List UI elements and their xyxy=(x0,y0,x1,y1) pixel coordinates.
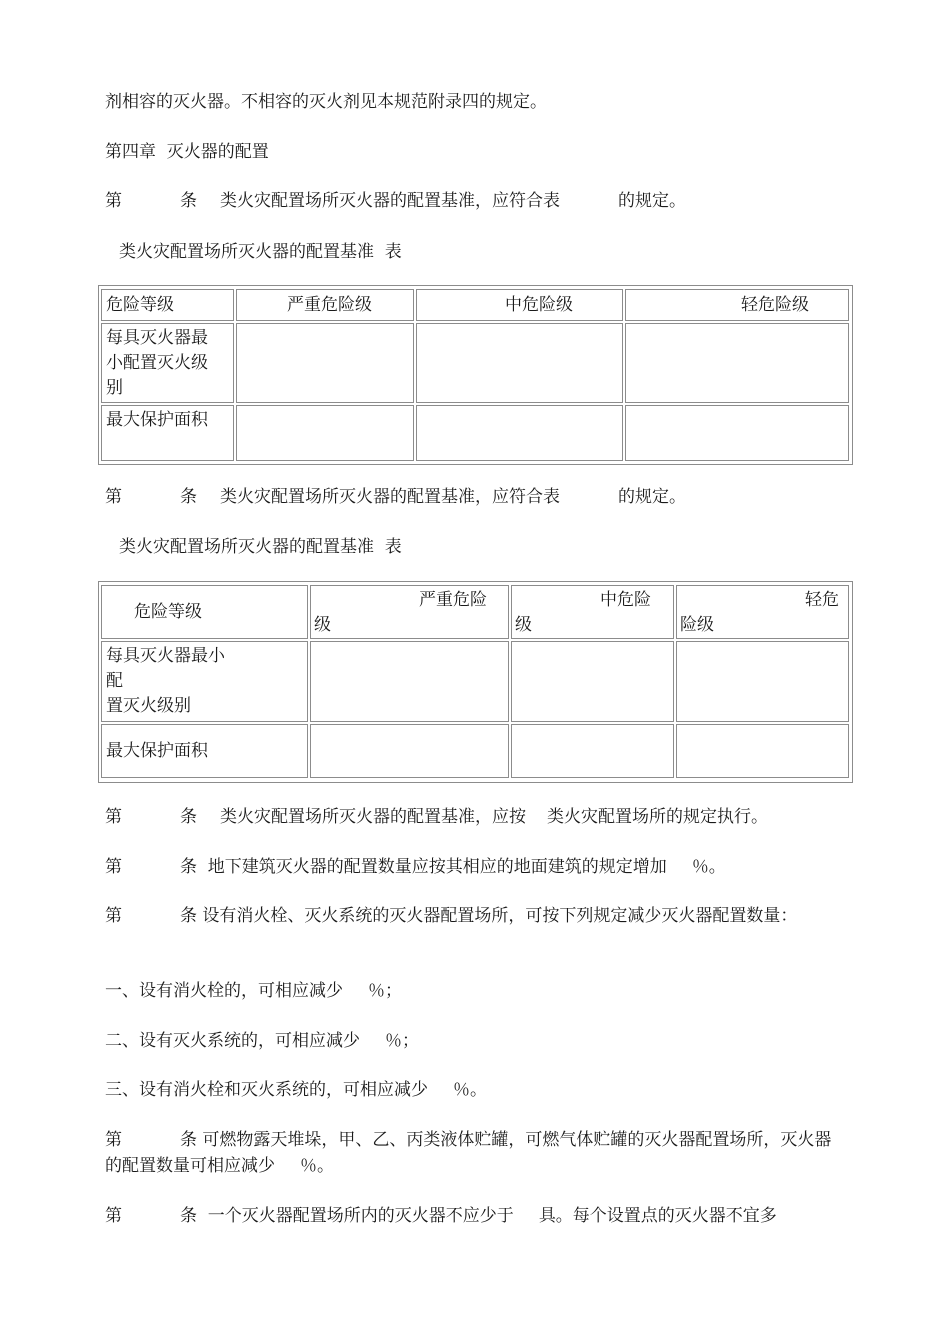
article-7: 第 条 一个灭火器配置场所内的灭火器不应少于 具。每个设置点的灭火器不宜多 xyxy=(105,1206,777,1226)
table-1-cell xyxy=(625,405,849,461)
article-6: 第 条 可燃物露天堆垛，甲、乙、丙类液体贮罐，可燃气体贮罐的灭火器配置场所，灭火器的配置数量可相应减少 ％。 xyxy=(105,1130,832,1176)
table-1 xyxy=(98,285,853,465)
table-2-cell xyxy=(511,641,674,722)
table-1-row-min-rating-label: 每具灭火器最 小配置灭火级 别 xyxy=(101,323,234,403)
table-2 xyxy=(98,581,853,783)
table-2-caption: 类火灾配置场所灭火器的配置基准 表 xyxy=(119,537,402,557)
article-2: 第 条 类火灾配置场所灭火器的配置基准，应符合表 的规定。 xyxy=(105,487,686,507)
article-1: 第 条 类火灾配置场所灭火器的配置基准，应符合表 的规定。 xyxy=(105,191,686,211)
list-item-2: 二、设有灭火系统的，可相应减少 ％； xyxy=(105,1031,419,1051)
article-4: 第 条 地下建筑灭火器的配置数量应按其相应的地面建筑的规定增加 ％。 xyxy=(105,857,726,877)
table-2-header-medium: 中危险 级 xyxy=(511,585,674,639)
list-item-1: 一、设有消火栓的，可相应减少 ％； xyxy=(105,981,402,1001)
list-item-3: 三、设有消火栓和灭火系统的，可相应减少 ％。 xyxy=(105,1080,487,1100)
table-1-row-max-area-label: 最大保护面积 xyxy=(101,405,234,461)
table-1-caption: 类火灾配置场所灭火器的配置基准 表 xyxy=(119,242,402,262)
table-1-header-light: 轻危险级 xyxy=(625,289,849,321)
table-1-header-hazard: 危险等级 xyxy=(101,289,234,321)
table-2-header-light: 轻危 险级 xyxy=(676,585,849,639)
table-1-cell xyxy=(625,323,849,403)
table-2-header-hazard: 危险等级 xyxy=(101,585,308,639)
table-2-row-min-rating-label: 每具灭火器最小 配 置灭火级别 xyxy=(101,641,308,722)
article-5: 第 条 设有消火栓、灭火系统的灭火器配置场所，可按下列规定减少灭火器配置数量： xyxy=(105,906,798,926)
chapter-heading: 第四章 灭火器的配置 xyxy=(105,142,269,162)
table-1-cell xyxy=(416,405,623,461)
table-1-cell xyxy=(236,405,414,461)
table-2-cell xyxy=(676,641,849,722)
table-2-cell xyxy=(511,724,674,778)
table-2-cell xyxy=(310,724,509,778)
article-3: 第 条 类火灾配置场所灭火器的配置基准，应按 类火灾配置场所的规定执行。 xyxy=(105,807,768,827)
table-1-cell xyxy=(236,323,414,403)
table-1-header-medium: 中危险级 xyxy=(416,289,623,321)
table-2-cell xyxy=(676,724,849,778)
paragraph-continued: 剂相容的灭火器。不相容的灭火剂见本规范附录四的规定。 xyxy=(105,92,547,112)
table-2-row-max-area-label: 最大保护面积 xyxy=(101,724,308,778)
table-1-header-severe: 严重危险级 xyxy=(236,289,414,321)
table-2-header-severe: 严重危险 级 xyxy=(310,585,509,639)
table-2-cell xyxy=(310,641,509,722)
table-1-cell xyxy=(416,323,623,403)
